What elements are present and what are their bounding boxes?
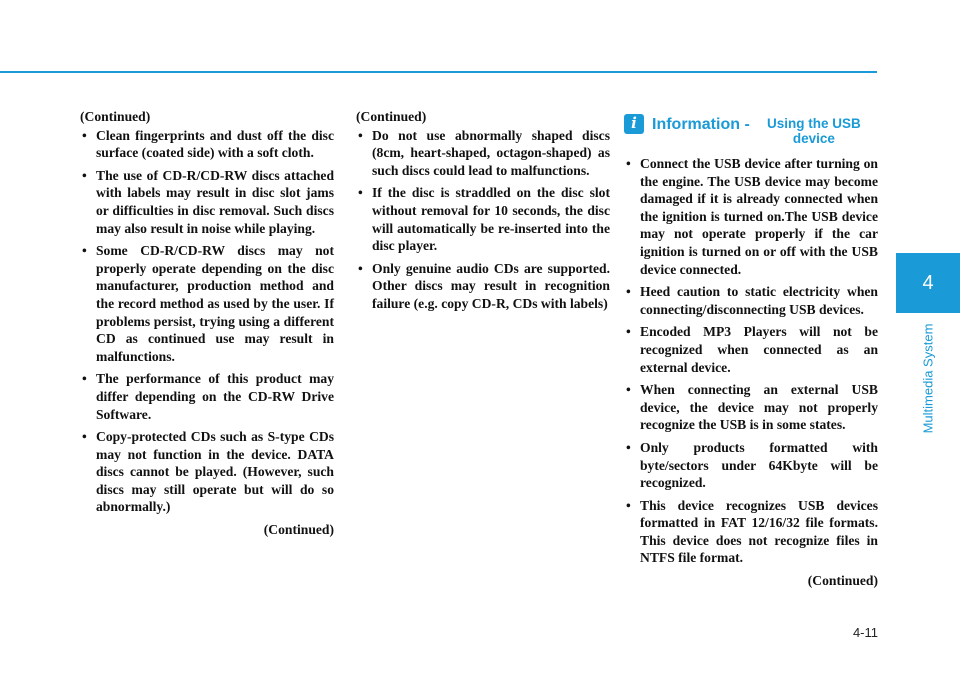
bullet-list: [80, 127, 334, 516]
list-item: • Encoded MP3 Players will not be recognized when connected as an external device.: [624, 323, 878, 376]
column-3: [624, 116, 878, 591]
list-item: • If the disc is straddled on the disc slot without removal for 10 seconds, the disc will automatically be re-inserted into the disc player.: [356, 184, 610, 254]
column-1: [80, 108, 334, 540]
information-title: Information -: [652, 116, 750, 133]
list-item: • Only products formatted with byte/sectors under 64Kbyte will be recognized.: [624, 439, 878, 492]
list-item: • Some CD-R/CD-RW discs may not properly operate depending on the disc manufacturer, production method and the record method as used by the user. If problems persist, trying using a different CD as continued use may result in malfunctions.: [80, 242, 334, 365]
list-item: • Heed caution to static electricity when connecting/disconnecting USB devices.: [624, 283, 878, 318]
list-item: • When connecting an external USB device, the device may not properly recognize the USB is in some states.: [624, 381, 878, 434]
chapter-title: Multimedia System: [920, 323, 936, 433]
continued-label: (Continued): [356, 109, 427, 124]
list-item: • This device recognizes USB devices formatted in FAT 12/16/32 file formats. This device does not recognize files in NTFS file format.: [624, 497, 878, 567]
list-item: • Connect the USB device after turning on the engine. The USB device may become damaged if it is already connected when the ignition is turned on.The USB device may not operate properly if the car ignition is turned on or off with the USB device connected.: [624, 155, 878, 278]
page-number: 4-11: [852, 625, 878, 640]
chapter-number: 4: [922, 271, 934, 294]
list-item: • Only genuine audio CDs are supported. Other discs may result in recognition failure (e.g. copy CD-R, CDs with labels): [356, 260, 610, 313]
bullet-list: [624, 155, 878, 567]
continued-label: (Continued): [263, 522, 334, 538]
list-item: • Clean fingerprints and dust off the disc surface (coated side) with a soft cloth.: [80, 127, 334, 162]
bullet-list: [356, 127, 610, 313]
list-item: • The use of CD-R/CD-RW discs attached with labels may result in disc slot jams or difficulties in disc removal. Such discs may also result in noise while playing.: [80, 167, 334, 237]
info-icon: i: [624, 114, 644, 134]
header-rule: [0, 71, 877, 73]
continued-label: (Continued): [80, 109, 151, 124]
information-subtitle: Using the USB device: [767, 116, 861, 146]
list-item: • The performance of this product may differ depending on the CD-RW Drive Software.: [80, 370, 334, 423]
information-heading: [624, 116, 878, 146]
list-item: • Copy-protected CDs such as S-type CDs may not function in the device. DATA discs cannot be played. (However, such discs may still operate but will do so abnormally.): [80, 428, 334, 516]
continued-label: (Continued): [807, 573, 878, 589]
chapter-tab: [896, 253, 960, 313]
column-2: [356, 108, 610, 318]
chapter-label: [896, 313, 960, 443]
list-item: • Do not use abnormally shaped discs (8cm, heart-shaped, octagon-shaped) as such discs could lead to malfunctions.: [356, 127, 610, 180]
